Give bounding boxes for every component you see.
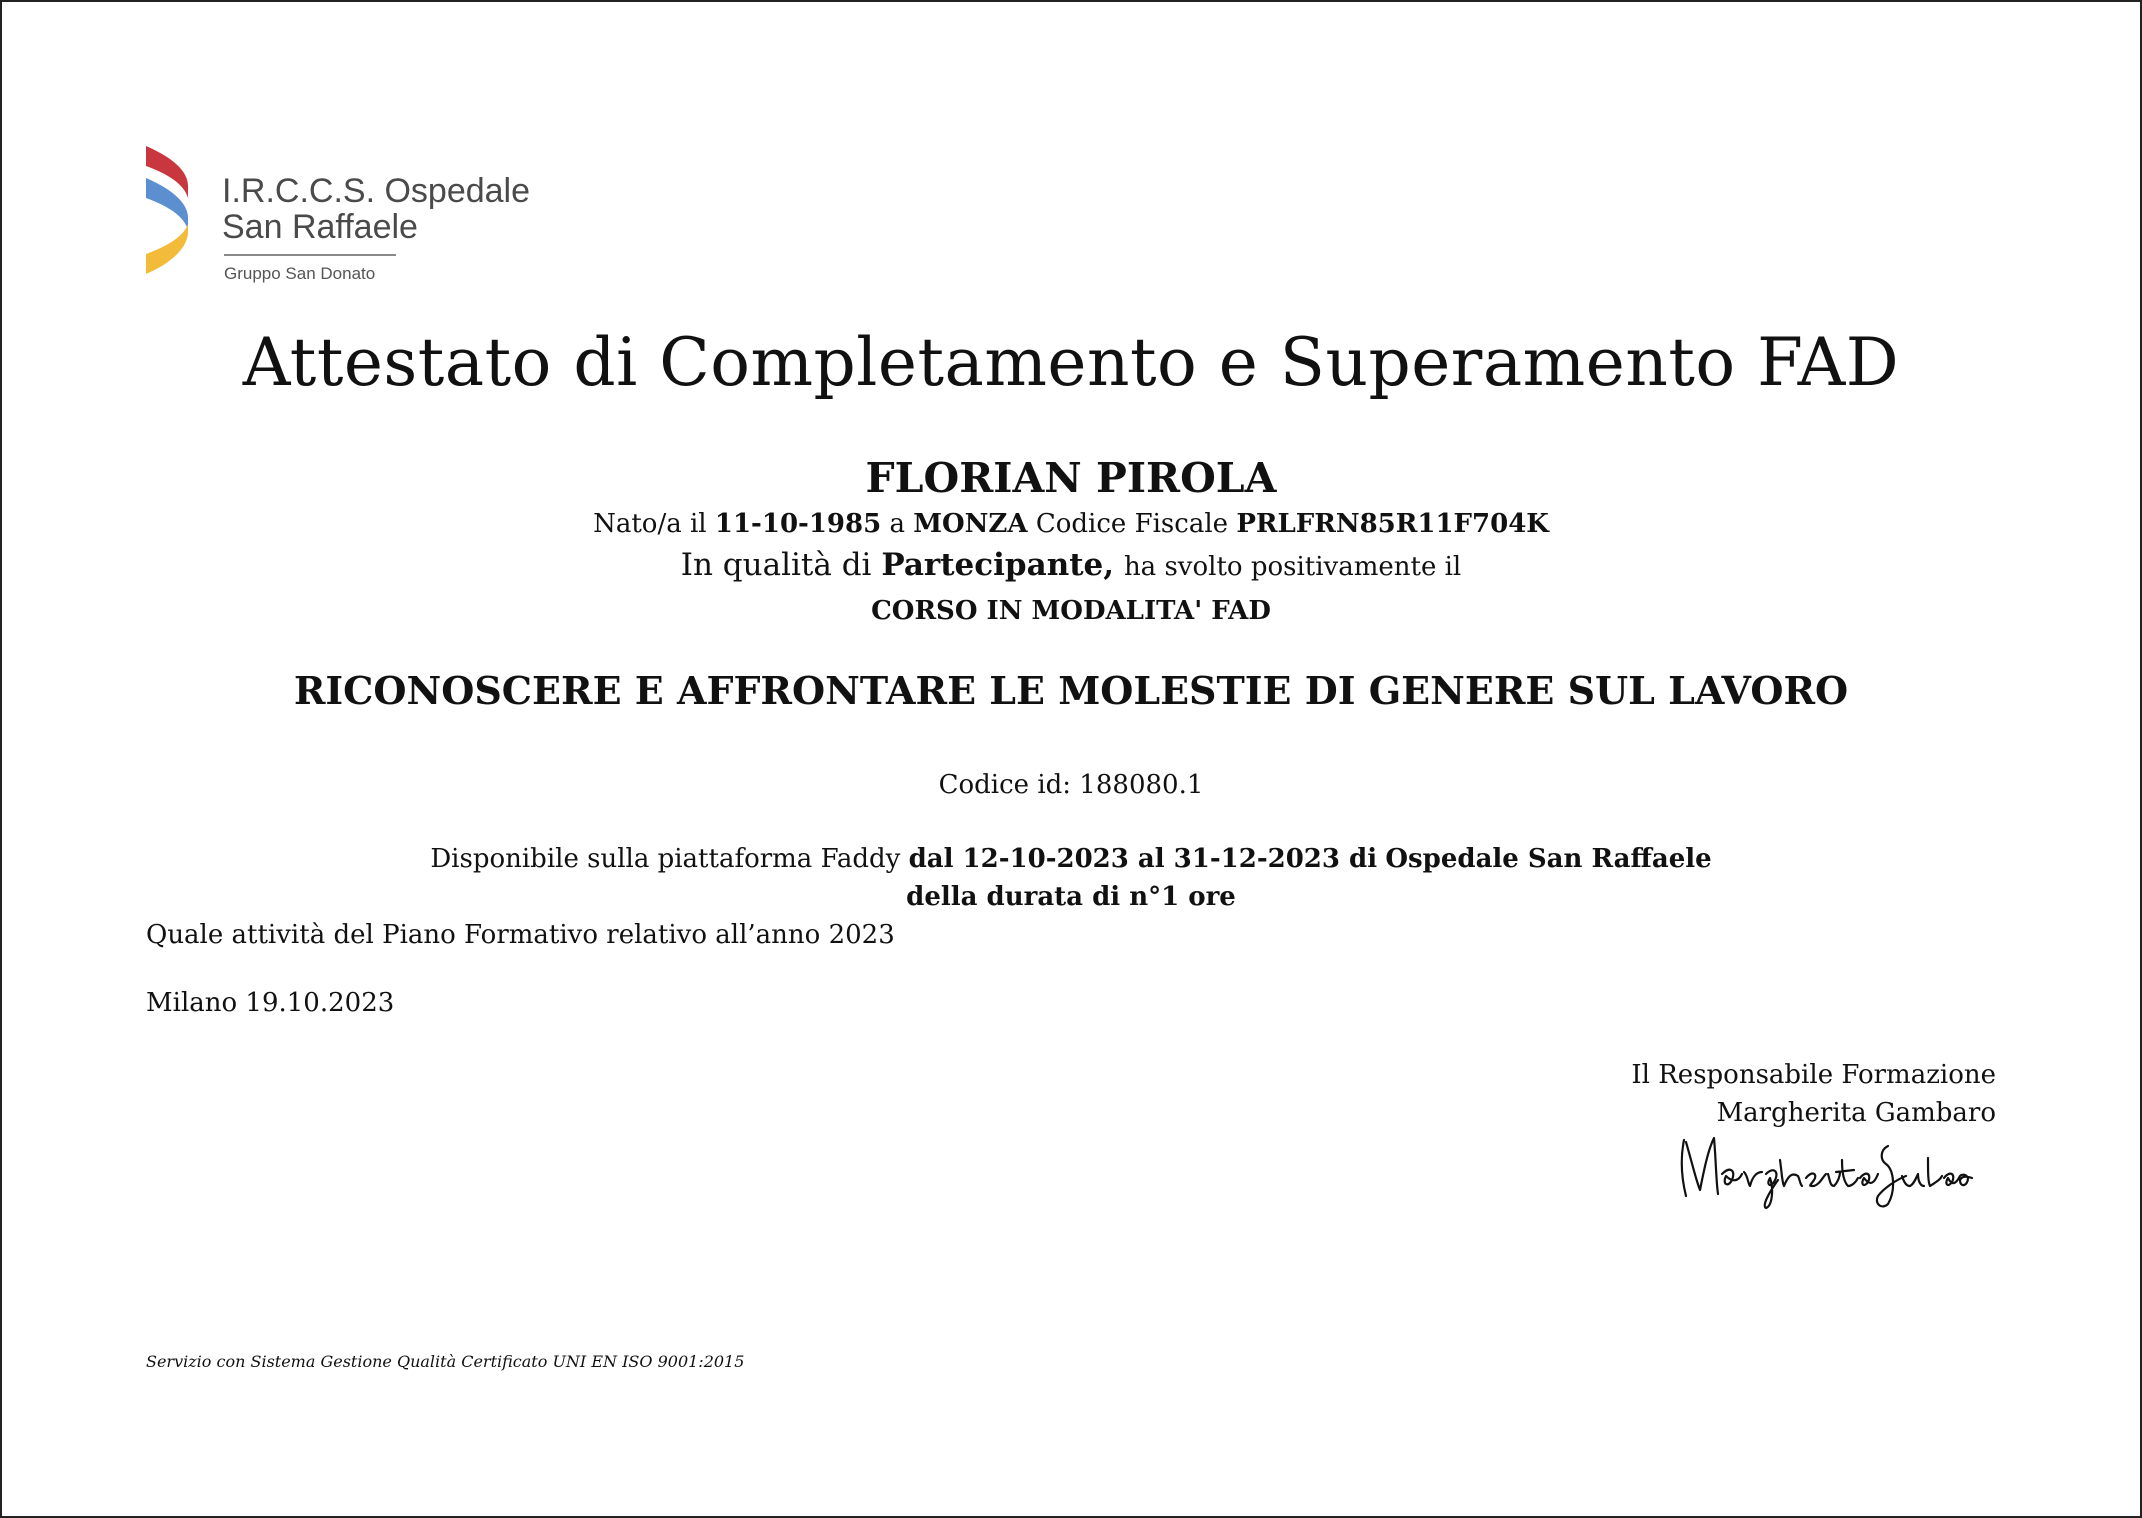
availability-prefix: Disponibile sulla piattaforma Faddy (430, 844, 901, 874)
availability-period: dal 12-10-2023 al 31-12-2023 di (908, 844, 1378, 874)
course-title: RICONOSCERE E AFFRONTARE LE MOLESTIE DI GENERE SUL LAVORO (293, 668, 1849, 713)
participant-name: FLORIAN PIROLA (865, 454, 1277, 502)
born-place-prefix: a (889, 509, 905, 539)
role-suffix: ha svolto positivamente il (1123, 552, 1462, 582)
course-code: Codice id: 188080.1 (938, 770, 1204, 800)
certificate-title: Attestato di Completamento e Superamento FAD (242, 324, 1900, 401)
signatory-role: Il Responsabile Formazione (1631, 1060, 1996, 1090)
place-and-date: Milano 19.10.2023 (146, 988, 395, 1018)
training-plan-line: Quale attività del Piano Formativo relativo all’anno 2023 (146, 920, 895, 950)
logo-mark-icon (144, 146, 194, 274)
logo-divider (224, 254, 396, 256)
logo-group-name: Gruppo San Donato (224, 264, 376, 283)
availability-provider: Ospedale San Raffaele (1385, 844, 1712, 874)
hospital-logo (144, 146, 564, 296)
born-place: MONZA (913, 509, 1028, 539)
tax-code: PRLFRN85R11F704K (1236, 509, 1549, 539)
logo-name-line1: I.R.C.C.S. Ospedale (222, 172, 531, 210)
role-line (2, 547, 2140, 583)
signatory-name: Margherita Gambaro (1716, 1098, 1996, 1128)
quality-certification-footer: Servizio con Sistema Gestione Qualità Certificato UNI EN ISO 9001:2015 (146, 1352, 745, 1371)
course-mode: CORSO IN MODALITA' FAD (871, 596, 1271, 626)
tax-code-label: Codice Fiscale (1035, 509, 1229, 539)
born-label: Nato/a il (593, 509, 707, 539)
signatory-block (1631, 1056, 1996, 1132)
role-prefix: In qualità di (680, 547, 872, 583)
course-duration: della durata di n°1 ore (906, 882, 1236, 912)
participant-role: Partecipante, (881, 547, 1115, 583)
availability-line (2, 844, 2140, 874)
logo-name-line2: San Raffaele (222, 208, 418, 246)
birth-info-line (2, 509, 2140, 539)
born-date: 11-10-1985 (714, 509, 882, 539)
handwritten-signature (1674, 1130, 1974, 1210)
